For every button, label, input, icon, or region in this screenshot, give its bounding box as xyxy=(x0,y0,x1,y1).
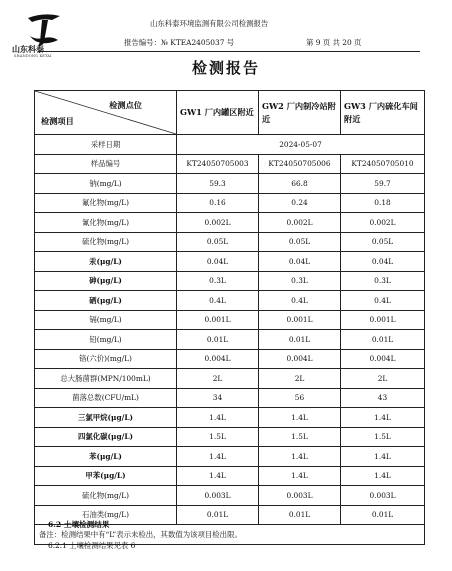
cell-value: 0.002L xyxy=(259,213,341,233)
row-label: 汞(μg/L) xyxy=(35,252,177,272)
table-row xyxy=(35,369,425,389)
cell-value: 1.4L xyxy=(341,408,425,428)
page-title: 检测报告 xyxy=(191,59,260,77)
cell-value: 0.01L xyxy=(177,330,259,350)
report-number: 报告编号：№ KTEA2405037 号 xyxy=(124,38,235,47)
row-label: 菌落总数(CFU/mL) xyxy=(35,388,177,408)
table-row xyxy=(35,447,425,467)
cell-value: 0.003L xyxy=(177,486,259,506)
diagonal-line xyxy=(35,91,176,134)
section-heading: 6.2 土壤检测结果 xyxy=(48,520,110,529)
cell-value: 56 xyxy=(259,388,341,408)
cell-value: 2L xyxy=(259,369,341,389)
row-label: 铅(mg/L) xyxy=(35,330,177,350)
cell-value: 0.01L xyxy=(341,505,425,525)
cell-value: 0.04L xyxy=(341,252,425,272)
table-row xyxy=(35,330,425,350)
table-row xyxy=(35,427,425,447)
cell-value: 0.001L xyxy=(341,310,425,330)
row-label: 石油类(mg/L) xyxy=(35,505,177,525)
section-text: 6.2.1 土壤检测结果见表 6 xyxy=(48,541,136,550)
cell-value: 66.8 xyxy=(259,174,341,194)
cell-value: 0.01L xyxy=(341,330,425,350)
row-label: 硫化物(mg/L) xyxy=(35,232,177,252)
cell-value: 0.001L xyxy=(259,310,341,330)
cell-value: 0.4L xyxy=(341,291,425,311)
page-number: 第 9 页 共 20 页 xyxy=(306,38,362,47)
table-row xyxy=(35,213,425,233)
row-label: 硒(μg/L) xyxy=(35,291,177,311)
cell-value: 0.04L xyxy=(177,252,259,272)
cell-value: 0.04L xyxy=(259,252,341,272)
cell-value: KT24050705003 xyxy=(177,154,259,174)
cell-value: 0.3L xyxy=(341,271,425,291)
row-label: 氰化物(mg/L) xyxy=(35,213,177,233)
cell-value: 0.002L xyxy=(341,213,425,233)
diagonal-header-cell xyxy=(35,91,177,135)
cell-value: 0.3L xyxy=(177,271,259,291)
sampling-date-row xyxy=(35,135,425,155)
column-header: GW2 厂内制冷站附近 xyxy=(259,91,341,135)
cell-value: 0.05L xyxy=(259,232,341,252)
cell-value: 2L xyxy=(341,369,425,389)
cell-value: 1.4L xyxy=(177,408,259,428)
corner-label-item: 检测项目 xyxy=(41,116,74,126)
row-label: 钠(mg/L) xyxy=(35,174,177,194)
table-note: 备注：检测结果中有“L”表示未检出，其数值为该项目检出限。 xyxy=(35,525,425,545)
row-label: 总大肠菌群(MPN/100mL) xyxy=(35,369,177,389)
cell-value: KT24050705010 xyxy=(341,154,425,174)
cell-value: 0.003L xyxy=(341,486,425,506)
row-label: 砷(μg/L) xyxy=(35,271,177,291)
row-label: 采样日期 xyxy=(35,135,177,155)
corner-label-location: 检测点位 xyxy=(109,100,142,110)
cell-value: 1.4L xyxy=(259,408,341,428)
cell-value: 1.5L xyxy=(341,427,425,447)
cell-value: 2L xyxy=(177,369,259,389)
cell-value: 43 xyxy=(341,388,425,408)
cell-value: 0.4L xyxy=(259,291,341,311)
header-divider xyxy=(38,51,420,52)
cell-value: 0.01L xyxy=(259,330,341,350)
cell-value: 0.001L xyxy=(177,310,259,330)
cell-value: 0.002L xyxy=(177,213,259,233)
cell-value: 0.05L xyxy=(341,232,425,252)
cell-value: 0.01L xyxy=(259,505,341,525)
row-label: 甲苯(μg/L) xyxy=(35,466,177,486)
results-table xyxy=(34,90,425,545)
logo-subtext: SHANDONG KETAI xyxy=(14,54,52,58)
sampling-date-value: 2024-05-07 xyxy=(177,135,425,155)
table-row xyxy=(35,271,425,291)
table-row xyxy=(35,466,425,486)
row-label: 氟化物(mg/L) xyxy=(35,193,177,213)
row-label: 硫化物(mg/L) xyxy=(35,486,177,506)
table-row xyxy=(35,388,425,408)
company-header: 山东科泰环境监测有限公司检测报告 xyxy=(150,19,269,28)
table-row xyxy=(35,174,425,194)
row-label: 铬(六价)(mg/L) xyxy=(35,349,177,369)
cell-value: 1.4L xyxy=(341,466,425,486)
cell-value: 0.24 xyxy=(259,193,341,213)
cell-value: 1.4L xyxy=(341,447,425,467)
cell-value: 1.4L xyxy=(177,466,259,486)
cell-value: 1.4L xyxy=(259,466,341,486)
table-row xyxy=(35,310,425,330)
column-header: GW1 厂内罐区附近 xyxy=(177,91,259,135)
cell-value: 0.16 xyxy=(177,193,259,213)
cell-value: 1.4L xyxy=(177,447,259,467)
cell-value: 0.004L xyxy=(259,349,341,369)
row-label: 样品编号 xyxy=(35,154,177,174)
table-row xyxy=(35,408,425,428)
cell-value: 0.3L xyxy=(259,271,341,291)
cell-value: 0.004L xyxy=(341,349,425,369)
cell-value: 0.4L xyxy=(177,291,259,311)
table-header-row xyxy=(35,91,425,135)
logo-text: 山东科泰 xyxy=(12,44,44,54)
cell-value: 0.003L xyxy=(259,486,341,506)
cell-value: 0.01L xyxy=(177,505,259,525)
table-row xyxy=(35,232,425,252)
cell-value: 1.5L xyxy=(177,427,259,447)
table-row xyxy=(35,349,425,369)
cell-value: 1.5L xyxy=(259,427,341,447)
cell-value: 34 xyxy=(177,388,259,408)
row-label: 苯(μg/L) xyxy=(35,447,177,467)
cell-value: 0.05L xyxy=(177,232,259,252)
column-header: GW3 厂内硫化车间附近 xyxy=(341,91,425,135)
table-row xyxy=(35,252,425,272)
table-row xyxy=(35,486,425,506)
cell-value: 0.18 xyxy=(341,193,425,213)
cell-value: KT24050705006 xyxy=(259,154,341,174)
table-row xyxy=(35,193,425,213)
table-row xyxy=(35,154,425,174)
cell-value: 0.004L xyxy=(177,349,259,369)
table-row xyxy=(35,291,425,311)
cell-value: 1.4L xyxy=(259,447,341,467)
cell-value: 59.7 xyxy=(341,174,425,194)
cell-value: 59.3 xyxy=(177,174,259,194)
row-label: 镉(mg/L) xyxy=(35,310,177,330)
row-label: 三氯甲烷(μg/L) xyxy=(35,408,177,428)
row-label: 四氯化碳(μg/L) xyxy=(35,427,177,447)
